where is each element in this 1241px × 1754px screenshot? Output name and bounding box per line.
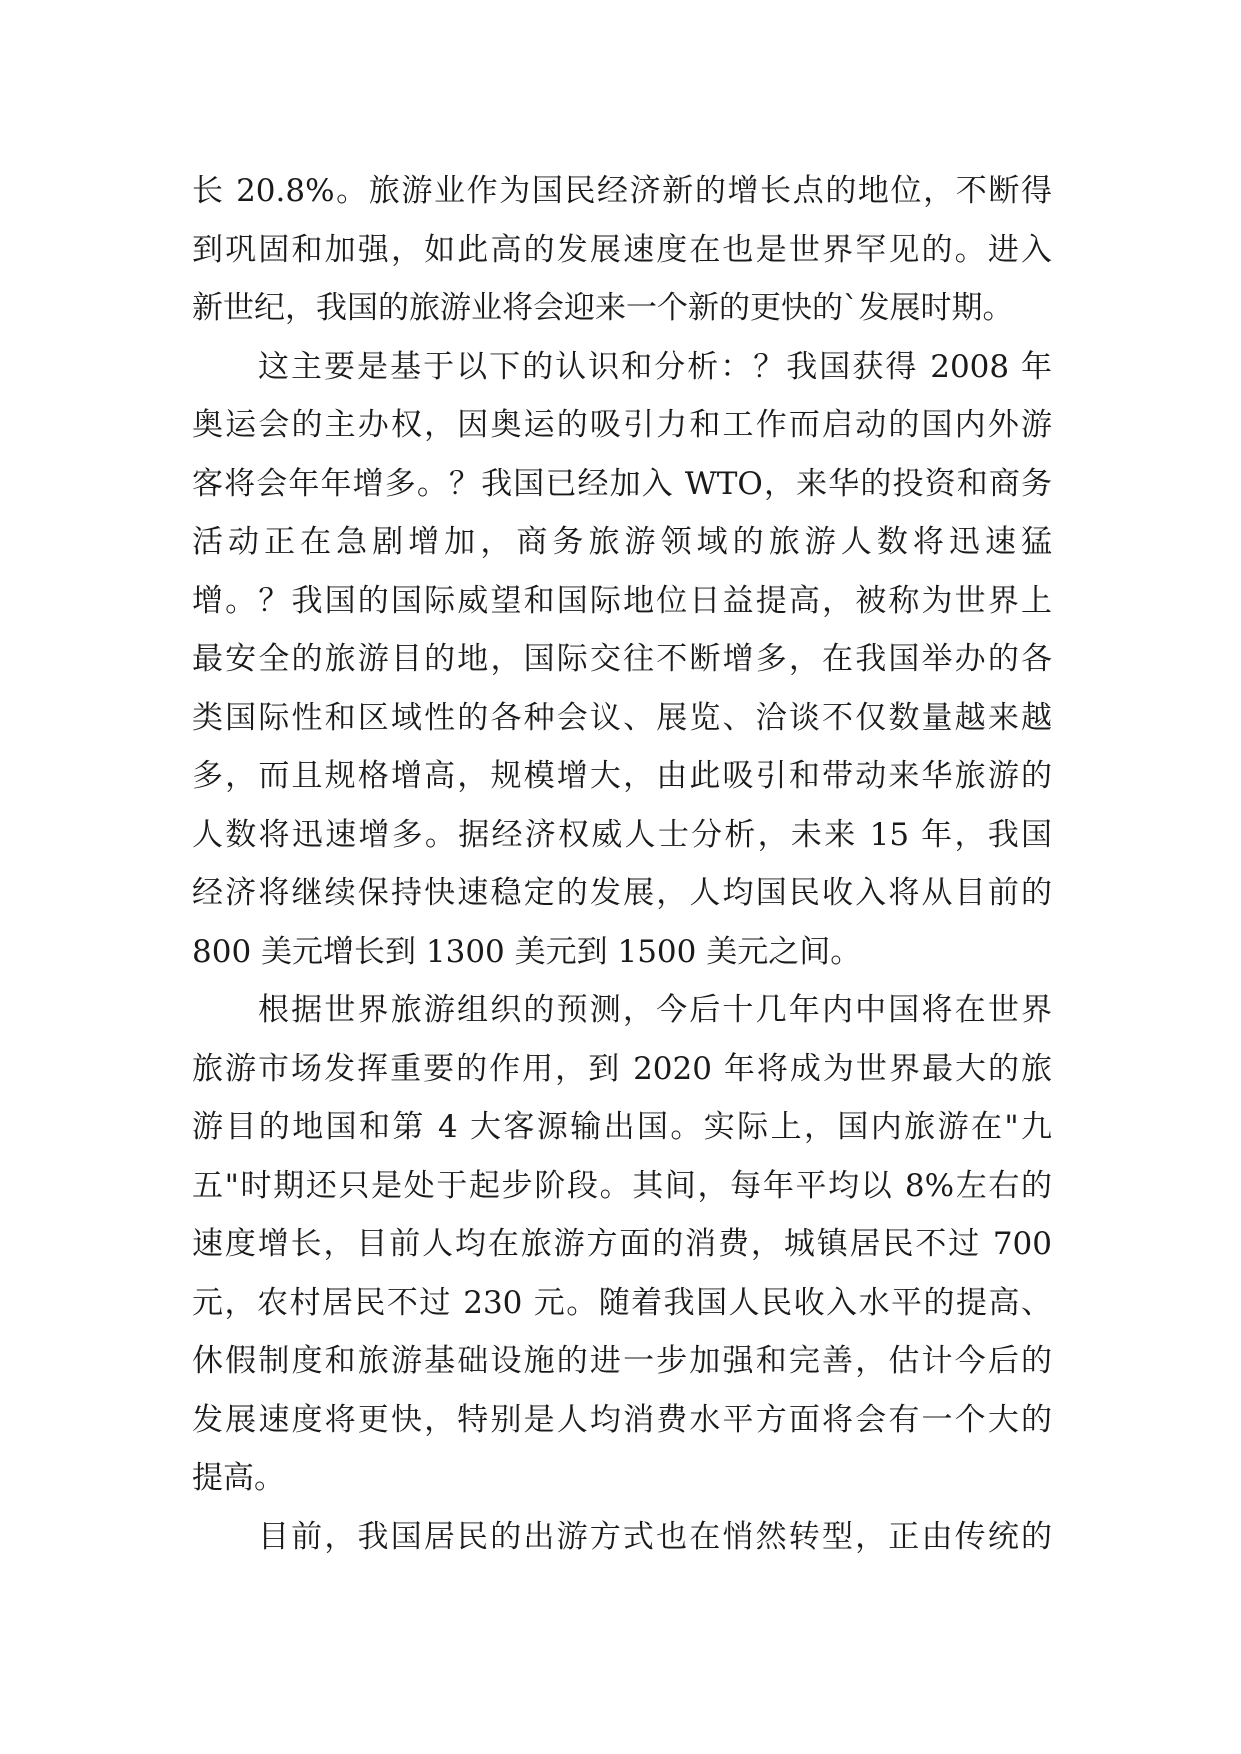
text-line: 发展速度将更快，特别是人均消费水平方面将会有一个大的 bbox=[192, 1401, 1052, 1438]
text-line: 多，而且规格增高，规模增大，由此吸引和带动来华旅游的 bbox=[192, 758, 1052, 794]
text-line: 到巩固和加强，如此高的发展速度在也是世界罕见的。进入 bbox=[192, 231, 1052, 268]
text-line: 这主要是基于以下的认识和分析：？我国获得 2008 年 bbox=[258, 348, 1052, 385]
text-line: 五"时期还只是处于起步阶段。其间，每年平均以 8%左右的 bbox=[192, 1167, 1052, 1204]
body-text bbox=[192, 162, 1052, 1566]
text-line: 长 20.8%。旅游业作为国民经济新的增长点的地位，不断得 bbox=[192, 173, 1052, 209]
text-line: 旅游市场发挥重要的作用，到 2020 年将成为世界最大的旅 bbox=[192, 1050, 1052, 1087]
text-line: 经济将继续保持快速稳定的发展，人均国民收入将从目前的 bbox=[192, 875, 1052, 911]
text-line: 活动正在急剧增加，商务旅游领域的旅游人数将迅速猛 bbox=[192, 524, 1052, 560]
text-line: 游目的地国和第 4 大客源输出国。实际上，国内旅游在"九 bbox=[192, 1109, 1052, 1145]
text-line: 提高。 bbox=[192, 1460, 285, 1496]
text-line: 根据世界旅游组织的预测，今后十几年内中国将在世界 bbox=[258, 992, 1052, 1028]
text-line: 增。？我国的国际威望和国际地位日益提高，被称为世界上 bbox=[192, 582, 1052, 619]
text-line: 800 美元增长到 1300 美元到 1500 美元之间。 bbox=[192, 933, 862, 970]
text-line: 速度增长，目前人均在旅游方面的消费，城镇居民不过 700 bbox=[192, 1226, 1052, 1262]
text-line: 人数将迅速增多。据经济权威人士分析，未来 15 年，我国 bbox=[192, 816, 1052, 853]
text-line: 元，农村居民不过 230 元。随着我国人民收入水平的提高、 bbox=[192, 1284, 1052, 1321]
text-line: 休假制度和旅游基础设施的进一步加强和完善，估计今后的 bbox=[192, 1343, 1052, 1379]
text-line: 新世纪，我国的旅游业将会迎来一个新的更快的`发展时期。 bbox=[192, 290, 1014, 326]
text-line: 奥运会的主办权，因奥运的吸引力和工作而启动的国内外游 bbox=[192, 407, 1052, 443]
text-line: 目前，我国居民的出游方式也在悄然转型，正由传统的 bbox=[258, 1518, 1052, 1555]
text-line: 最安全的旅游目的地，国际交往不断增多，在我国举办的各 bbox=[192, 641, 1052, 677]
text-line: 类国际性和区域性的各种会议、展览、洽谈不仅数量越来越 bbox=[192, 699, 1052, 736]
text-line: 客将会年年增多。？我国已经加入 WTO，来华的投资和商务 bbox=[192, 465, 1052, 502]
